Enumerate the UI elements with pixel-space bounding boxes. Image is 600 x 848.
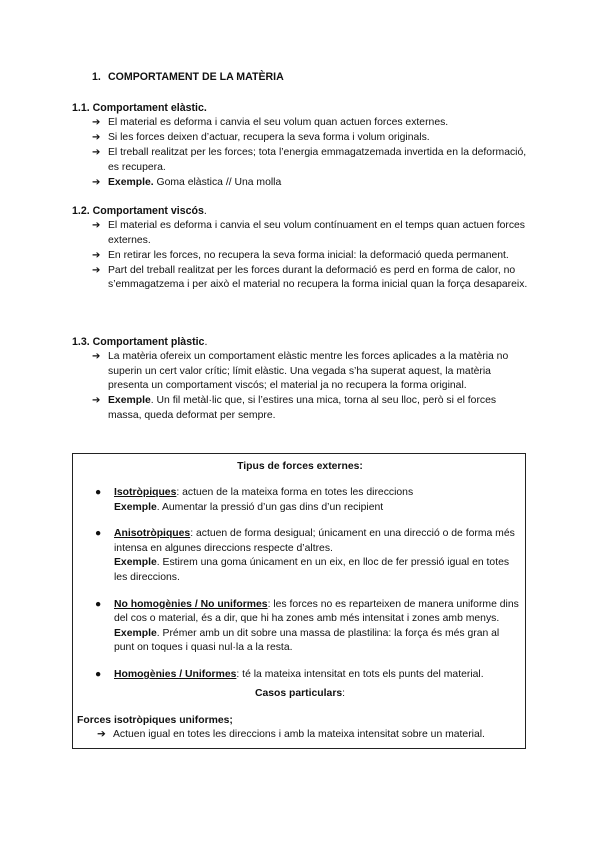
subsection-heading-viscous xyxy=(72,204,207,219)
item-text: Si les forces deixen d’actuar, recupera la seva forma i volum originals. xyxy=(108,132,430,144)
list-item xyxy=(97,728,522,743)
list-item xyxy=(92,249,532,264)
force-desc: : té la mateixa intensitat en tots els punts del material. xyxy=(236,668,484,680)
force-desc: : actuen de forma desigual; únicament en una direcció o de forma més intensa en algunes direccions respecte d’altres. xyxy=(114,528,515,554)
box-title: Tipus de forces externes: xyxy=(237,461,363,472)
force-desc: : les forces no es reparteixen de manera uniforme dins del cos o material, és a dir, que hi ha zones amb més intensitat i zones amb menys. xyxy=(114,598,519,625)
example-text: . Estirem una goma únicament en un eix, en lloc de fer pressió igual en totes les direccions. xyxy=(114,557,510,583)
subsection-title: 1.3. Comportament plàstic xyxy=(72,336,205,348)
arrow-icon: ➔ xyxy=(92,147,101,159)
arrow-icon: ➔ xyxy=(92,351,101,362)
arrow-icon: ➔ xyxy=(92,132,101,144)
uniform-isotropic-title: Forces isotròpiques uniformes; xyxy=(77,715,233,726)
title-dot: . xyxy=(204,336,208,348)
list-item xyxy=(92,131,532,146)
list-item xyxy=(92,350,532,394)
particular-title-text: Casos particulars xyxy=(254,688,343,699)
bullet-icon: ● xyxy=(95,528,102,540)
bullet-icon: ● xyxy=(95,487,102,498)
list-item xyxy=(92,264,532,293)
list-item xyxy=(95,486,520,515)
example-label: Exemple. xyxy=(108,176,154,188)
arrow-icon: ➔ xyxy=(92,395,101,407)
arrow-icon: ➔ xyxy=(97,729,106,740)
example-text: . Prémer amb un dit sobre una massa de plastilina: la força és més gran al punt on toques i quasi nul·la a la resta. xyxy=(114,627,500,654)
example-text: . Un fil metàl·lic que, si l’estires una mica, torna al seu lloc, però si el forces massa, queda deformat per sempre. xyxy=(108,395,497,421)
title-dot: . xyxy=(203,205,207,217)
list-item xyxy=(95,598,520,656)
subsection-heading-elastic xyxy=(72,101,207,116)
forces-box xyxy=(72,453,526,749)
section-heading xyxy=(92,70,284,85)
force-desc: : actuen de la mateixa forma en totes les direccions xyxy=(176,487,414,498)
arrow-icon: ➔ xyxy=(92,176,101,188)
viscous-list xyxy=(92,219,532,293)
subsection-title: 1.2. Comportament viscós xyxy=(72,205,204,217)
force-term: No homogènies / No uniformes xyxy=(114,598,268,610)
list-item xyxy=(95,668,520,683)
list-item xyxy=(92,394,532,423)
arrow-icon: ➔ xyxy=(92,220,101,231)
example-label: Exemple xyxy=(108,395,151,407)
force-term: Anisotròpiques xyxy=(114,528,191,540)
particular-cases-title xyxy=(73,687,527,702)
bullet-icon: ● xyxy=(95,598,102,610)
list-item xyxy=(92,176,532,191)
uniform-isotropic-list xyxy=(97,728,522,743)
item-text: Part del treball realitzat per les forces durant la deformació es perd en forma de calor, no s’emmagatzema i per això el material no recupera la forma inicial quan la força desapareix. xyxy=(108,264,528,291)
force-term: Homogènies / Uniformes xyxy=(114,668,237,680)
item-text: El treball realitzat per les forces; tota l’energia emmagatzemada invertida en la deformació, es recupera. xyxy=(108,147,527,173)
plastic-list xyxy=(92,350,532,424)
section-title: COMPORTAMENT DE LA MATÈRIA xyxy=(108,71,284,83)
particular-colon: : xyxy=(342,688,346,699)
arrow-icon: ➔ xyxy=(92,249,101,261)
list-item xyxy=(92,219,532,248)
list-item xyxy=(92,116,532,131)
list-item xyxy=(95,527,520,585)
arrow-icon: ➔ xyxy=(92,264,101,276)
item-text: El material es deforma i canvia el seu volum quan actuen forces externes. xyxy=(108,117,449,128)
item-text: En retirar les forces, no recupera la seva forma inicial: la deformació queda permanent. xyxy=(108,249,509,261)
list-item xyxy=(92,146,532,175)
example-label: Exemple xyxy=(114,627,157,639)
example-text: Goma elàstica // Una molla xyxy=(153,176,282,188)
elastic-list xyxy=(92,116,532,191)
example-text: . Aumentar la pressió d’un gas dins d’un recipient xyxy=(156,501,384,513)
arrow-icon: ➔ xyxy=(92,117,101,128)
example-label: Exemple xyxy=(114,557,157,569)
section-number: 1. xyxy=(92,71,101,83)
item-text: Actuen igual en totes les direccions i amb la mateixa intensitat sobre un material. xyxy=(113,729,485,740)
bullet-icon: ● xyxy=(95,668,102,680)
item-text: La matèria ofereix un comportament elàstic mentre les forces aplicades a la matèria no superin un cert valor crític; límit elàstic. Una vegada s’ha superat aquest, la matèria presenta un comportament viscós; el material ja no recupera la forma original. xyxy=(108,351,509,392)
subsection-title: 1.1. Comportament elàstic. xyxy=(72,102,207,114)
force-term: Isotròpiques xyxy=(114,487,177,498)
example-label: Exemple xyxy=(114,501,157,513)
item-text: El material es deforma i canvia el seu volum contínuament en el temps quan actuen forces externes. xyxy=(108,220,526,246)
force-types-list xyxy=(95,486,520,695)
subsection-heading-plastic xyxy=(72,335,207,350)
